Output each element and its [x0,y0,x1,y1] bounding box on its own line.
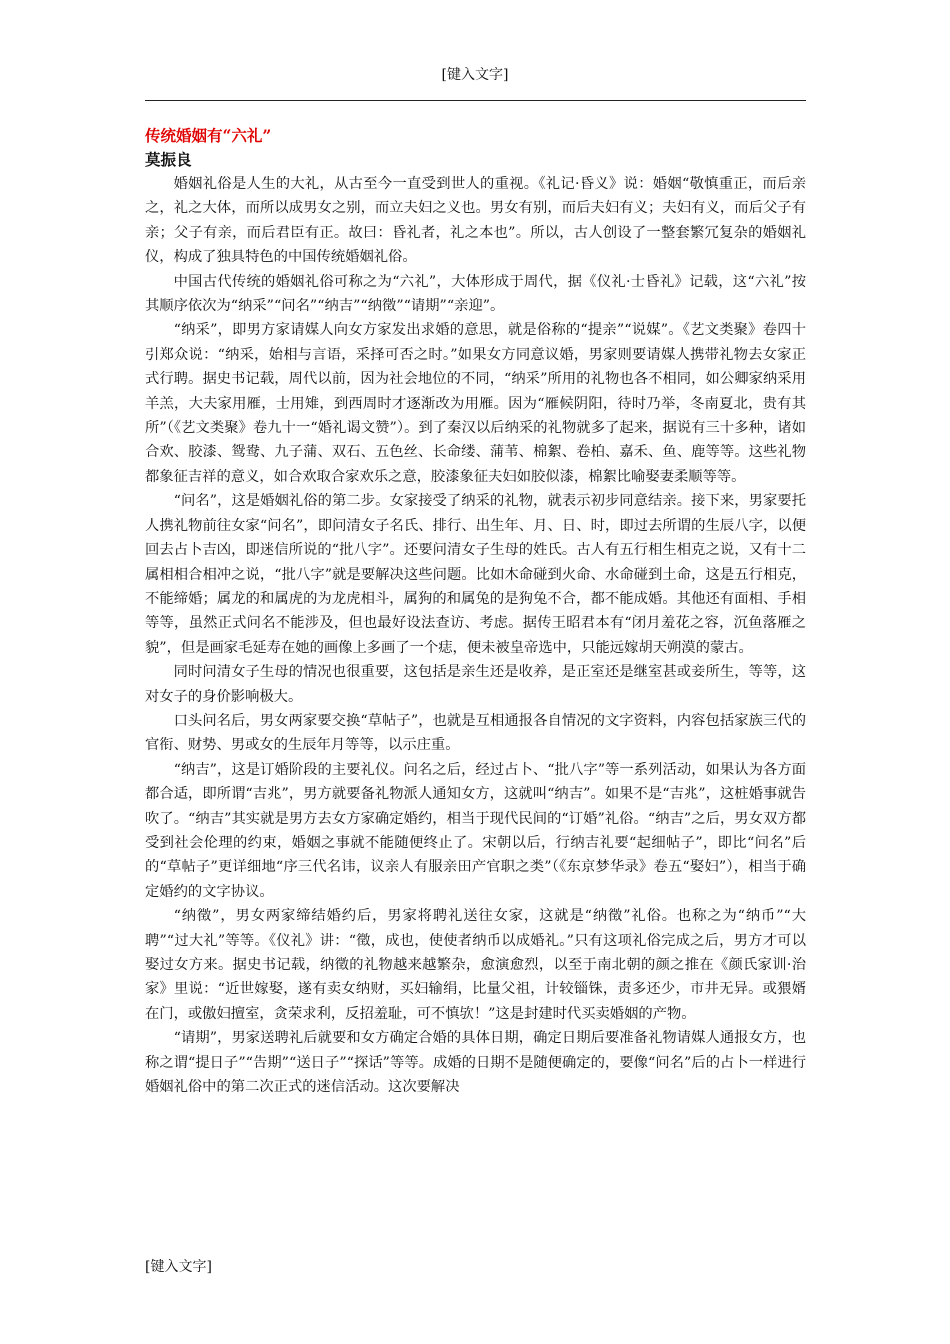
article-title: 传统婚姻有“六礼” [145,126,272,145]
paragraph: 中国古代传统的婚姻礼俗可称之为“六礼”，大体形成于周代，据《仪礼·士昏礼》记载，这“六礼”按其顺序依次为“纳采”“问名”“纳吉”“纳徵”“请期”“亲迎”。 [145,273,806,315]
paragraph: 同时问清女子生母的情况也很重要，这包括是亲生还是收养，是正室还是继室甚或妾所生，等等，这对女子的身价影响极大。 [145,664,806,705]
header-divider [145,100,806,101]
page-footer: [键入文字] [145,1259,212,1275]
article-author: 莫振良 [145,150,192,169]
article-body [145,124,806,1099]
paragraph: 婚姻礼俗是人生的大礼，从古至今一直受到世人的重视。《礼记·昏义》说：婚姻“敬慎重正，而后亲之，礼之大体，而所以成男女之别，而立夫妇之义也。男女有别，而后夫妇有义；夫妇有义，而后父子有亲；父子有亲，而后君臣有正。故曰：昏礼者，礼之本也”。所以，古人创设了一整套繁冗复杂的婚姻礼仪，构成了独具特色的中国传统婚姻礼俗。 [145,176,806,266]
page-header: [键入文字] [441,67,509,83]
paragraph: “纳采”，即男方家请媒人向女方家发出求婚的意思，就是俗称的“提亲”“说媒”。《艺文类聚》卷四十引郑众说：“纳采，始相与言语，采择可否之时。”如果女方同意议婚，男家则要请媒人携带礼物去女家正式行聘。据史书记载，周代以前，因为社会地位的不同，“纳采”所用的礼物也各不相同，如公卿家纳采用羊羔，大夫家用雁，士用雉，到西周时才逐渐改为用雁。因为“雁候阴阳，待时乃举，冬南夏北，贵有其所”（《艺文类聚》卷九十一“婚礼谒文赞”）。到了秦汉以后纳采的礼物就多了起来，据说有三十多种，诸如合欢、胶漆、鸳鸯、九子蒲、双石、五色丝、长命缕、蒲苇、棉絮、卷柏、嘉禾、鱼、鹿等等。这些礼物都象征吉祥的意义，如合欢取合家欢乐之意，胶漆象征夫妇如胶似漆，棉絮比喻娶妻柔顺等等。 [145,322,806,485]
paragraph: “纳徵”，男女两家缔结婚约后，男家将聘礼送往女家，这就是“纳徵”礼俗。也称之为“纳币”“大聘”“过大礼”等等。《仪礼》讲：“徵，成也，使使者纳币以成婚礼。”只有这项礼俗完成之后，男方才可以娶过女方来。据史书记载，纳徵的礼物越来越繁杂，愈演愈烈，以至于南北朝的颜之推在《颜氏家训·治家》里说：“近世嫁娶，遂有卖女纳财，买妇输绢，比量父祖，计较锱铢，责多还少，市井无异。或猥婿在门，或傲妇擅室，贪荣求利，反招羞耻，可不慎欤！”这是封建时代买卖婚姻的产物。 [145,908,806,1022]
paragraph: “问名”，这是婚姻礼俗的第二步。女家接受了纳采的礼物，就表示初步同意结亲。接下来，男家要托人携礼物前往女家“问名”，即问清女子名氏、排行、出生年、月、日、时，即过去所谓的生辰八字，以便回去占卜吉凶，即迷信所说的“批八字”。还要问清女子生母的姓氏。古人有五行相生相克之说，又有十二属相相合相冲之说，“批八字”就是要解决这些问题。比如木命碰到火命、水命碰到土命，这是五行相克，不能缔婚；属龙的和属虎的为龙虎相斗，属狗的和属兔的是狗兔不合，都不能成婚。其他还有面相、手相等等，虽然正式问名不能涉及，但也最好设法查访、考虑。据传王昭君本有“闭月羞花之容，沉鱼落雁之貌”，但是画家毛延寿在她的画像上多画了一个痣，便未被皇帝选中，只能远嫁胡天朔漠的蒙古。 [145,493,806,656]
paragraph: 口头问名后，男女两家要交换“草帖子”，也就是互相通报各自情况的文字资料，内容包括家族三代的官衔、财势、男或女的生辰年月等等，以示庄重。 [145,712,806,754]
paragraph: “纳吉”，这是订婚阶段的主要礼仪。问名之后，经过占卜、“批八字”等一系列活动，如果认为各方面都合适，即所谓“吉兆”，男方就要备礼物派人通知女方，这就叫“纳吉”。如果不是“吉兆”，这桩婚事就告吹了。“纳吉”其实就是男方去女方家确定婚约，相当于现代民间的“订婚”礼俗。“纳吉”之后，男女双方都受到社会伦理的约束，婚姻之事就不能随便终止了。宋朝以后，行纳吉礼要“起细帖子”，即比“问名”后的“草帖子”更详细地“序三代名讳，议亲人有服亲田产官职之类”（《东京梦华录》卷五“娶妇”），相当于确定婚约的文字协议。 [145,761,806,900]
paragraph: “请期”，男家送聘礼后就要和女方确定合婚的具体日期，确定日期后要准备礼物请媒人通报女方，也称之谓“提日子”“告期”“送日子”“探话”等等。成婚的日期不是随便确定的，要像“问名”后的占卜一样进行婚姻礼俗中的第二次正式的迷信活动。这次要解决 [145,1030,806,1096]
